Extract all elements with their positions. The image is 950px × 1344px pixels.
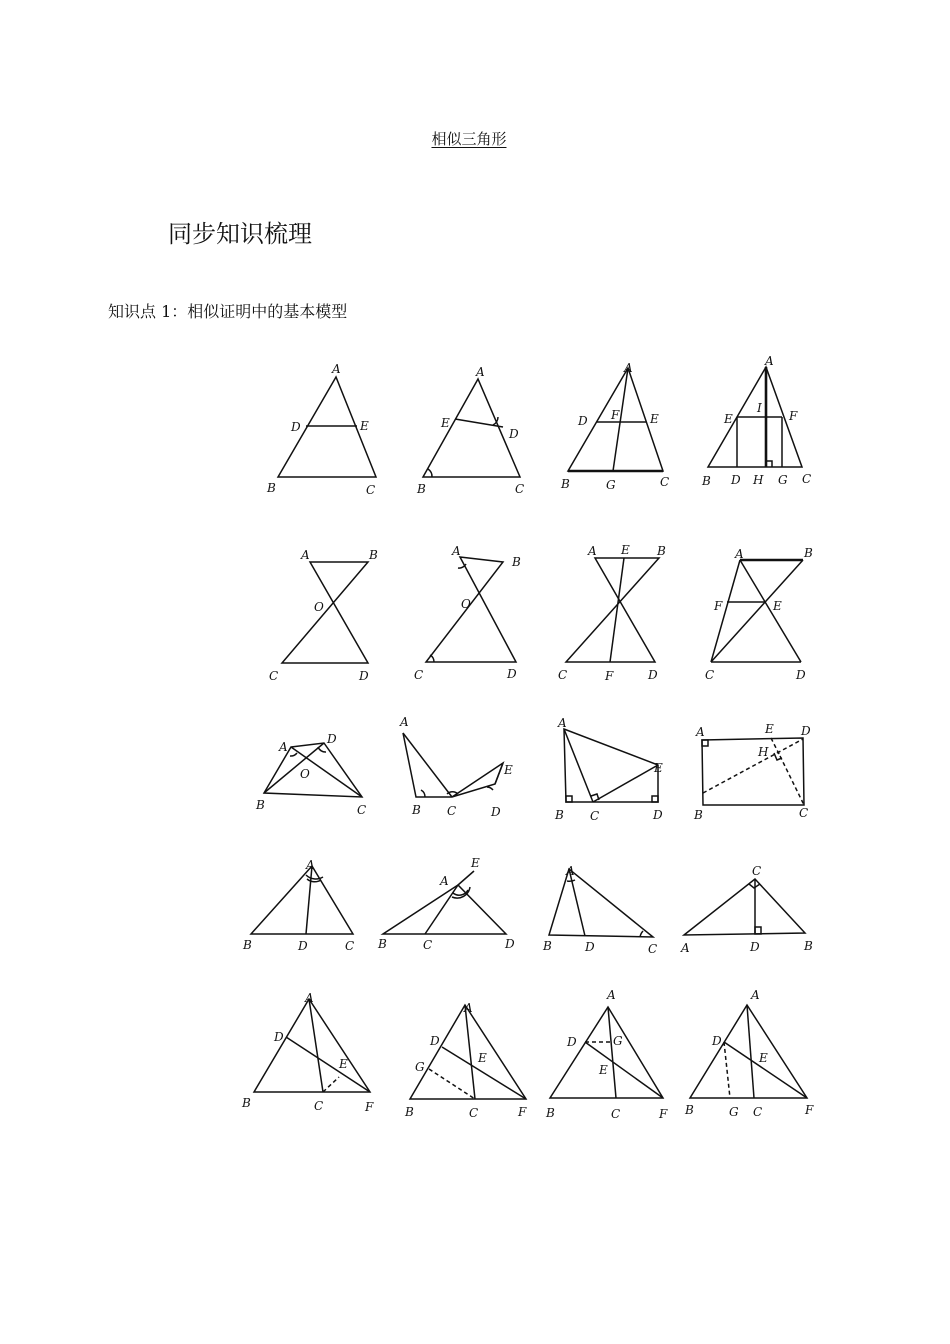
figure-label: E (724, 412, 733, 426)
figure-r5c4 (685, 985, 820, 1125)
figure-label: E (621, 543, 630, 557)
figure-r4c3 (540, 855, 670, 960)
figure-label: A (332, 362, 341, 376)
figure-label: B (555, 808, 564, 822)
figure-label: E (765, 722, 774, 736)
figure-label: B (256, 798, 265, 812)
figure-label: B (369, 548, 378, 562)
figure-label: A (279, 740, 288, 754)
figure-label: B (378, 937, 387, 951)
figure-label: B (561, 477, 570, 491)
knowledge-point-heading (108, 299, 347, 322)
figure-r1c1 (260, 360, 390, 500)
figure-label: B (804, 546, 813, 560)
figure-label: B (657, 544, 666, 558)
figure-label: C (366, 483, 376, 497)
figure-label: F (659, 1107, 668, 1121)
figure-label: E (773, 599, 782, 613)
figure-label: F (789, 409, 798, 423)
figure-r1c4 (695, 350, 825, 500)
figure-r5c3 (545, 985, 675, 1125)
figure-label: G (778, 473, 788, 487)
figure-label: H (753, 473, 764, 487)
figure-label: C (802, 472, 812, 486)
figure-label: A (566, 864, 575, 878)
figure-label: B (242, 1096, 251, 1110)
figure-label: B (405, 1105, 414, 1119)
figure-label: A (305, 991, 314, 1005)
figure-label: B (512, 555, 521, 569)
figure-label: E (599, 1063, 608, 1077)
figure-label: B (702, 474, 711, 488)
figure-label: C (447, 804, 457, 818)
figure-label: A (588, 544, 597, 558)
figure-label: C (423, 938, 433, 952)
figure-label: A (464, 1001, 473, 1015)
figure-r2c3 (555, 540, 685, 685)
figure-label: D (359, 669, 369, 683)
figure-label: D (274, 1030, 284, 1044)
figure-label: E (471, 856, 480, 870)
figure-label: G (729, 1105, 739, 1119)
section-heading: 同步知识梳理 (168, 220, 312, 248)
figure-label: D (430, 1034, 440, 1048)
figure-r3c2 (395, 710, 525, 820)
figure-label: A (301, 548, 310, 562)
figure-label: D (507, 667, 517, 681)
figure-label: A (696, 725, 705, 739)
figure-label: C (660, 475, 670, 489)
figure-label: A (440, 874, 449, 888)
figure-label: G (415, 1060, 425, 1074)
figure-label: E (360, 419, 369, 433)
figure-r3c1 (250, 725, 380, 825)
figure-label: A (751, 988, 760, 1002)
figure-label: A (400, 715, 409, 729)
figure-label: D (298, 939, 308, 953)
figure-label: C (558, 668, 568, 682)
knowledge-point-prefix: 知识点 1： (108, 302, 188, 321)
figure-label: F (805, 1103, 814, 1117)
figure-r1c3 (555, 355, 685, 500)
figure-label: B (267, 481, 276, 495)
figure-label: A (765, 354, 774, 368)
figure-label: B (685, 1103, 694, 1117)
figure-label: E (339, 1057, 348, 1071)
figure-label: D (796, 668, 806, 682)
figure-r4c4 (680, 855, 820, 960)
figure-label: C (799, 806, 809, 820)
figure-label: H (758, 745, 769, 759)
figure-label: E (654, 761, 663, 775)
figure-label: D (653, 808, 663, 822)
figure-label: A (735, 547, 744, 561)
figure-r5c1 (240, 985, 380, 1115)
figure-label: E (759, 1051, 768, 1065)
figure-label: B (804, 939, 813, 953)
figure-label: D (731, 473, 741, 487)
figure-label: B (694, 808, 703, 822)
figure-label: D (648, 668, 658, 682)
figure-label: A (452, 544, 461, 558)
figure-label: E (650, 412, 659, 426)
figure-r3c3 (550, 710, 680, 825)
figure-r4c1 (240, 855, 370, 960)
figure-label: D (505, 937, 515, 951)
figure-label: F (365, 1100, 374, 1114)
figure-r2c1 (260, 545, 390, 690)
figure-label: E (504, 763, 513, 777)
figure-label: C (752, 864, 762, 878)
knowledge-point-title: 相似证明中的基本模型 (187, 302, 348, 321)
figure-label: D (750, 940, 760, 954)
figure-label: B (546, 1106, 555, 1120)
figure-label: F (605, 669, 614, 683)
figure-r4c2 (375, 850, 520, 955)
figure-label: C (314, 1099, 324, 1113)
figure-label: C (705, 668, 715, 682)
figure-label: D (491, 805, 501, 819)
figure-label: C (648, 942, 658, 956)
figure-label: O (314, 600, 324, 614)
figure-label: A (681, 941, 690, 955)
figure-label: C (414, 668, 424, 682)
figure-label: I (757, 401, 762, 415)
figure-label: C (515, 482, 525, 496)
figure-r3c4 (690, 715, 825, 825)
figure-label: F (518, 1105, 527, 1119)
figure-label: A (306, 858, 315, 872)
figure-label: D (585, 940, 595, 954)
figure-label: O (300, 767, 310, 781)
figure-label: C (611, 1107, 621, 1121)
figure-r2c2 (405, 540, 535, 685)
figure-label: C (345, 939, 355, 953)
figure-r1c2 (410, 360, 540, 500)
document-title-text: 相似三角形 (431, 130, 507, 148)
figure-label: C (753, 1105, 763, 1119)
figure-label: D (327, 732, 337, 746)
figure-label: F (714, 599, 723, 613)
figure-label: D (712, 1034, 722, 1048)
figure-label: B (243, 938, 252, 952)
figure-label: F (611, 408, 620, 422)
figure-r2c4 (700, 540, 830, 685)
figure-label: G (606, 478, 616, 492)
figure-label: D (509, 427, 519, 441)
figure-label: D (567, 1035, 577, 1049)
figure-label: D (801, 724, 811, 738)
figure-label: C (357, 803, 367, 817)
figure-label: B (417, 482, 426, 496)
figure-label: O (461, 597, 471, 611)
figure-label: C (590, 809, 600, 823)
figure-label: A (624, 361, 633, 375)
document-title (0, 128, 938, 149)
figure-label: A (476, 365, 485, 379)
figure-label: D (578, 414, 588, 428)
figure-label: D (291, 420, 301, 434)
figure-label: C (269, 669, 279, 683)
figure-r5c2 (400, 990, 535, 1125)
figure-label: C (469, 1106, 479, 1120)
figure-label: B (412, 803, 421, 817)
figure-label: B (543, 939, 552, 953)
figure-label: E (478, 1051, 487, 1065)
figure-label: G (613, 1034, 623, 1048)
figure-label: E (441, 416, 450, 430)
figure-label: A (607, 988, 616, 1002)
figure-label: A (558, 716, 567, 730)
